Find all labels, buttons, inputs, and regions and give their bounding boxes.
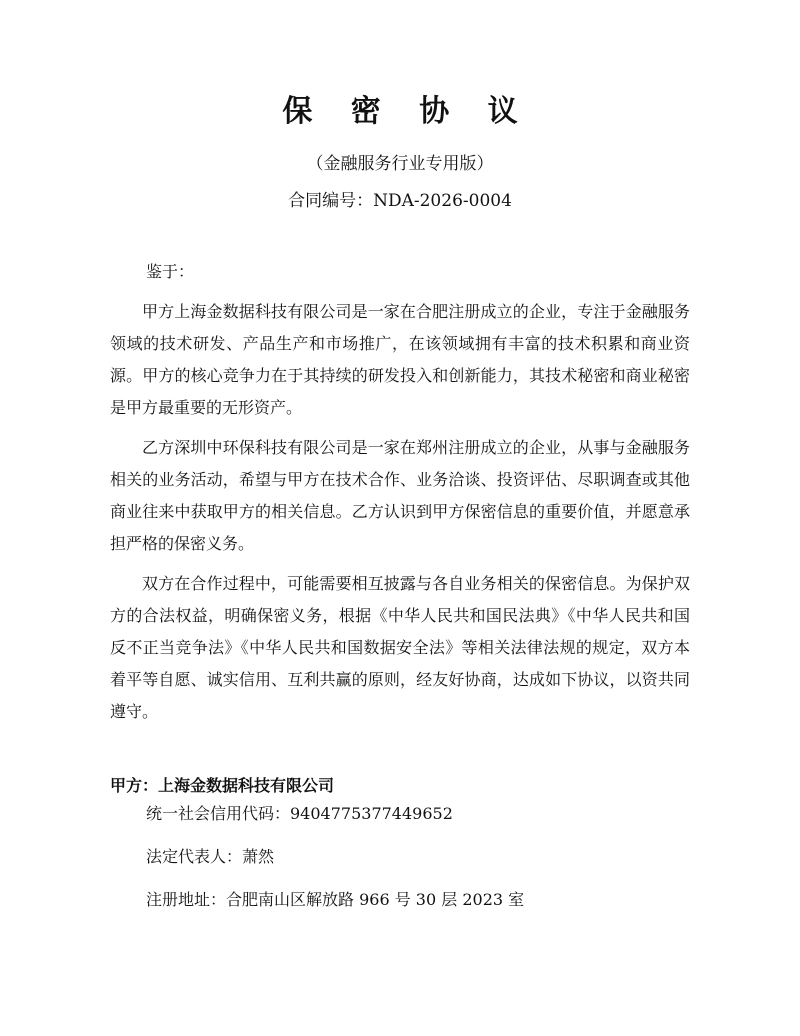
document-subtitle: （金融服务行业专用版） <box>306 154 494 174</box>
paragraph-party-a-intro <box>110 296 690 424</box>
party-a-address: 注册地址：合肥南山区解放路 966 号 30 层 2023 室 <box>146 890 525 909</box>
paragraph-text: 双方在合作过程中，可能需要相互披露与各自业务相关的保密信息。为保护双方的合法权益，明确保密义务，根据《中华人民共和国民法典》《中华人民共和国反不正当竞争法》《中华人民共和国数据安全法》等相关法律法规的规定，双方本着平等自愿、诚实信用、互利共赢的原则，经友好协商，达成如下协议，以资共同遵守。 <box>110 574 690 721</box>
party-a-credit-code: 统一社会信用代码：9404775377449652 <box>146 804 453 823</box>
paragraph-purpose <box>110 568 690 728</box>
contract-number: 合同编号：NDA-2026-0004 <box>288 191 512 211</box>
party-a-heading: 甲方：上海金数据科技有限公司 <box>110 776 335 795</box>
party-a-legal-rep: 法定代表人：萧然 <box>146 847 275 866</box>
paragraph-text: 乙方深圳中环保科技有限公司是一家在郑州注册成立的企业，从事与金融服务相关的业务活动，希望与甲方在技术合作、业务洽谈、投资评估、尽职调查或其他商业往来中获取甲方的相关信息。乙方认识到甲方保密信息的重要价值，并愿意承担严格的保密义务。 <box>110 438 690 553</box>
paragraph-text: 甲方上海金数据科技有限公司是一家在合肥注册成立的企业，专注于金融服务领域的技术研发、产品生产和市场推广，在该领域拥有丰富的技术积累和商业资源。甲方的核心竞争力在于其持续的研发投入和创新能力，其技术秘密和商业秘密是甲方最重要的无形资产。 <box>110 302 690 417</box>
paragraph-party-b-intro <box>110 432 690 560</box>
document-title: 保 密 协 议 <box>282 94 532 129</box>
whereas-label: 鉴于： <box>146 262 195 281</box>
